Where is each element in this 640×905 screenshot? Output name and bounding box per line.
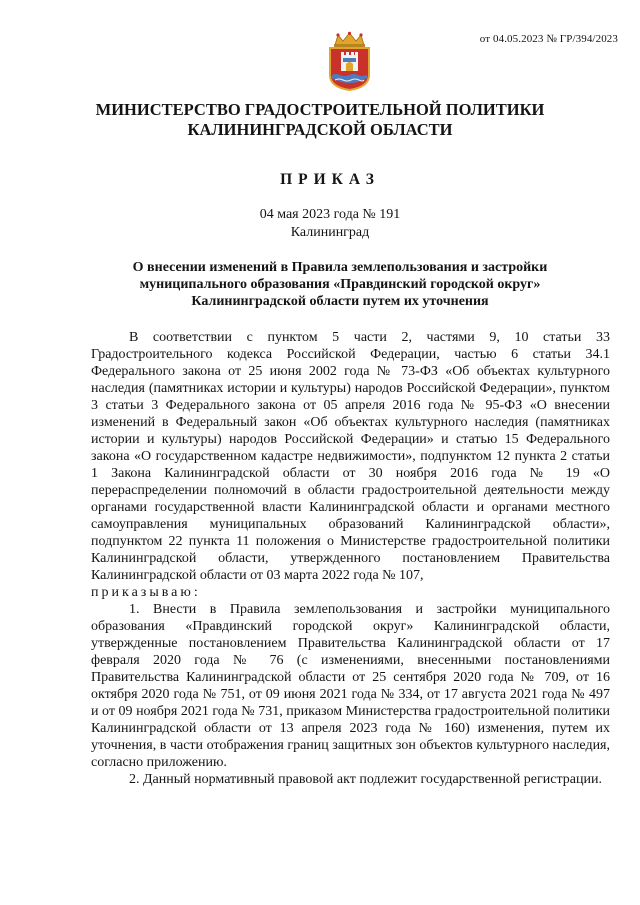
order-body <box>91 329 610 788</box>
ministry-name-line2: КАЛИНИНГРАДСКОЙ ОБЛАСТИ <box>187 120 453 139</box>
ministry-name-line1: МИНИСТЕРСТВО ГРАДОСТРОИТЕЛЬНОЙ ПОЛИТИКИ <box>95 100 545 119</box>
preamble-paragraph: В соответствии с пунктом 5 части 2, частями 9, 10 статьи 33 Градостроительного кодекса Российской Федерации, частью 6 статьи 34.1 Федерального закона от 25 июня 2002 года № 73-ФЗ «Об объектах культурного наследия (памятниках истории и культуры) народов Российской Федерации», пунктом 3 статьи 3 Федерального закона от 05 апреля 2016 года № 95-ФЗ «О внесении изменений в Федеральный закон «Об объектах культурного наследия (памятниках истории и культуры) народов Российской Федерации» и статью 15 Федерального закона «О государственном кадастре недвижимости», подпунктом 12 пункта 2 статьи 1 Закона Калининградской области от 30 ноября 2016 года № 19 «О перераспределении полномочий в области градостроительной деятельности между органами государственной власти Калининградской области и органами местного самоуправления муниципальных образований Калининградской области», подпунктом 22 пункта 11 положения о Министерстве градостроительной политики Калининградской области, утвержденного постановлением Правительства Калининградской области от 03 марта 2022 года № 107, <box>91 330 610 583</box>
registration-number: от 04.05.2023 № ГР/394/2023 <box>479 33 618 45</box>
coat-of-arms-icon <box>326 31 373 91</box>
ministry-name <box>60 100 580 140</box>
order-subject: О внесении изменений в Правила землепользования и застройки муниципального образования «Правдинский городской округ» Калининградской области путем их уточнения <box>132 260 548 309</box>
order-item-2: 2. Данный нормативный правовой акт подлежит государственной регистрации. <box>129 772 602 787</box>
order-date-number: 04 мая 2023 года № 191 <box>259 207 401 222</box>
order-word: приказываю: <box>91 585 201 600</box>
order-item-1: 1. Внести в Правила землепользования и застройки муниципального образования «Правдинский городской округ» Калининградской области, утвержденные постановлением Правительства Калининградской области от 17 февраля 2020 года № 76 (с изменениями, внесенными постановлениями Правительства Калининградской области от 25 сентября 2020 года № 709, от 16 октября 2020 года № 751, от 09 июня 2021 года № 334, от 17 августа 2021 года № 497 и от 09 ноября 2021 года № 731, приказом Министерства градостроительной политики Калининградской области от 13 апреля 2023 года № 160) изменения, путем их уточнения, в части отображения границ защитных зон объектов культурного наследия, согласно приложению. <box>91 602 610 770</box>
order-city: Калининград <box>290 225 370 240</box>
document-type: ПРИКАЗ <box>280 171 380 188</box>
